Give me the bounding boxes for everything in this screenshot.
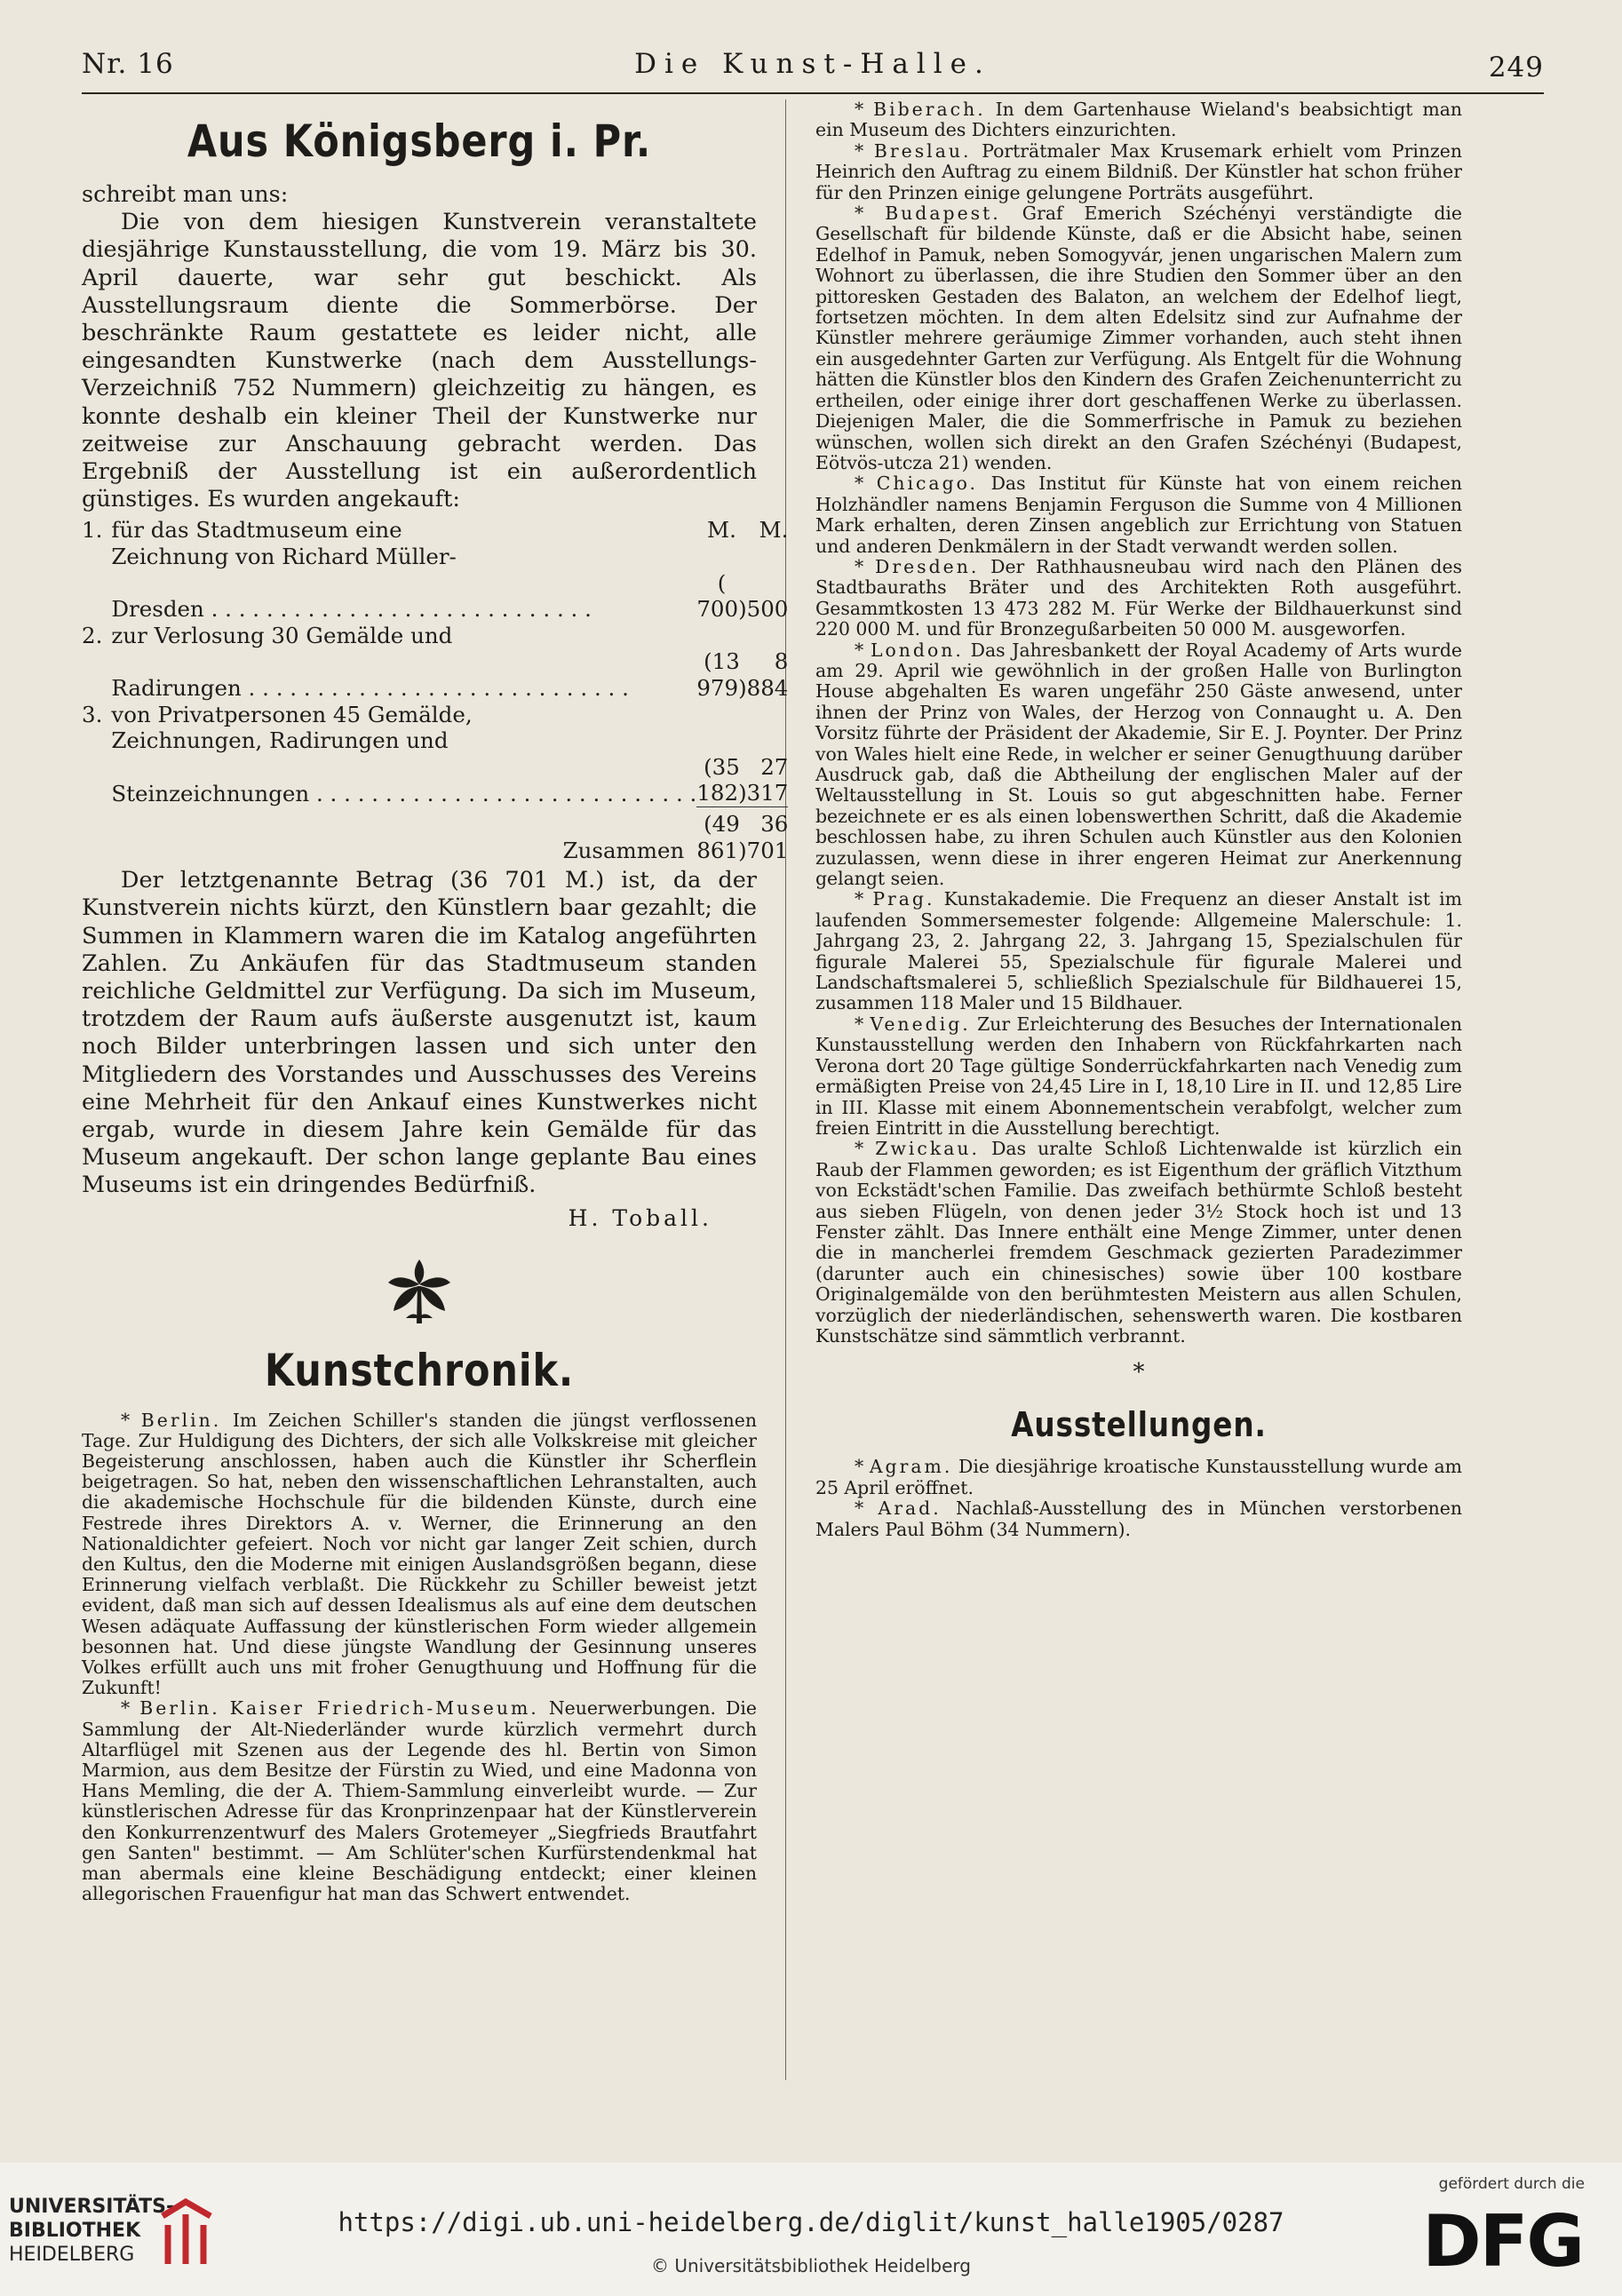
news-museum: Kaiser Friedrich-Museum. bbox=[229, 1697, 539, 1720]
funding-note: gefördert durch die bbox=[1438, 2175, 1585, 2193]
permalink-url[interactable]: https://digi.ub.uni-heidelberg.de/diglit/kunst_halle1905/0287 bbox=[338, 2207, 1284, 2237]
section-heading-ausstellungen: Ausstellungen. bbox=[1011, 1405, 1267, 1445]
news-city: Agram. bbox=[869, 1456, 953, 1478]
news-item: * Biberach. In dem Gartenhause Wieland's beabsichtigt man ein Museum des Dichters einzurichten. bbox=[815, 99, 1462, 141]
row-text: Dresden bbox=[111, 596, 204, 623]
journal-title: Die Kunst-Halle. bbox=[634, 48, 991, 80]
paid-value: 500 bbox=[746, 596, 789, 623]
news-text: Kunstakademie. Die Frequenz an dieser Anstalt ist im laufenden Sommersemester folgende: Allgemeine Malerschule: 1. Jahrgang 23, 2. Jahrgang 22, 3. Jahrgang 15, Spezialschulen für figurale Malerei 55, Spezialschule für figurale Malerei und Landschaftsmalerei 5, schließlich Spezialschule für Bildhauerei 15, zusammen 118 Maler und 15 Bildhauer. bbox=[815, 888, 1462, 1014]
article-paragraph: Der letztgenannte Betrag (36 701 M.) ist, da der Kunstverein nichts kürzt, den Künstlern baar gezahlt; die Summen in Klammern waren die im Katalog angeführten Zahlen. Zu Ankäufen für das Stadtmuseum standen reichliche Geldmittel zur Verfügung. Da sich im Museum, trotzdem der Raum aufs äußerste ausgenutzt ist, kaum noch Bilder unterbringen lassen und sich unter den Mitgliedern des Vorstandes und Ausschusses des Vereins eine Mehrheit für den Ankauf eines Kunstwerkes nicht ergab, wurde in diesem Jahre kein Gemälde für das Museum angekauft. Der schon lange geplante Bau eines Museums ist ein dringendes Bedürfniß. bbox=[82, 867, 757, 1199]
news-city: London. bbox=[870, 639, 964, 661]
copyright-notice: © Universitätsbibliothek Heidelberg bbox=[650, 2255, 971, 2276]
row-number: 2. bbox=[82, 622, 103, 648]
news-item: * Berlin. Im Zeichen Schiller's standen die jüngst verflossenen Tage. Zur Huldigung des Dichters, der sich alle Volkskreise mit gleicher Begeisterung anschlossen, haben auch die Künstler ihr Scherflein beigetragen. So hat, neben den wissenschaftlichen Lehranstalten, auch die akademische Hochschule für die bildenden Künste, durch eine Festrede ihres Direktors A. v. Werner, die Erinnerung an den Nationaldichter gefeiert. Noch vor nicht gar langer Zeit schien, durch den Kultus, den die Moderne mit einigen Auslandsgrößen begann, diese Erinnerung vielfach verblaßt. Die Rückkehr zu Schiller beweist jetzt evident, daß man sich auf dessen Idealismus als auf eine dem deutschen Wesen adäquate Auffassung der künstlerischen Form wieder allgemein besonnen hat. Und diese jüngste Wandlung der Gesinnung unseres Volkes erfüllt auch uns mit froher Genugthuung und Hoffnung für die Zukunft! bbox=[82, 1409, 758, 1699]
column-head: M. bbox=[759, 517, 789, 544]
purchase-row: Radirungen . . . . . . . . . . . . . . . . . . . . . . . . . . . . (13 979) 8 884 bbox=[111, 648, 789, 701]
row-text: Zeichnung von Richard Müller- bbox=[111, 544, 457, 570]
news-text: In dem Gartenhause Wieland's beabsichtigt man ein Museum des Dichters einzurichten. bbox=[815, 99, 1462, 141]
news-item: * Agram. Die diesjährige kroatische Kunstausstellung wurde am 25 April eröffnet. bbox=[815, 1456, 1462, 1498]
news-city: Budapest. bbox=[885, 203, 1001, 225]
purchase-row: Steinzeichnungen . . . . . . . . . . . . . . . . . . . . . . . . . . . . (35 182) 27 317 bbox=[111, 753, 789, 806]
row-text: Radirungen bbox=[111, 675, 242, 701]
issue-number: Nr. 16 bbox=[82, 48, 174, 80]
left-column bbox=[82, 99, 789, 1905]
news-text: Im Zeichen Schiller's standen die jüngst verflossenen Tage. Zur Huldigung des Dichters, der sich alle Volkskreise mit gleicher Begeisterung anschlossen, haben auch die Künstler ihr Scherflein beigetragen. So hat, neben den wissenschaftlichen Lehranstalten, auch die akademische Hochschule für die bildenden Künste, durch eine Festrede ihres Direktors A. v. Werner, die Erinnerung an den Nationaldichter gefeiert. Noch vor nicht gar langer Zeit schien, durch den Kultus, den die Moderne mit einigen Auslandsgrößen begann, diese Erinnerung vielfach verblaßt. Die Rückkehr zu Schiller beweist jetzt evident, daß man sich auf dessen Idealismus als auf eine dem deutschen Wesen adäquate Auffassung der künstlerischen Form wieder allgemein besonnen hat. Und diese jüngste Wandlung der Gesinnung unseres Volkes erfüllt auch uns mit froher Genugthuung und Hoffnung für die Zukunft! bbox=[82, 1409, 758, 1699]
news-item: * Prag. Kunstakademie. Die Frequenz an dieser Anstalt ist im laufenden Sommersemester folgende: Allgemeine Malerschule: 1. Jahrgang 23, 2. Jahrgang 22, 3. Jahrgang 15, Spezialschulen für figurale Malerei 55, Spezialschule für figurale Malerei und Landschaftsmalerei 5, schließlich Spezialschule für Bildhauerei 15, zusammen 118 Maler und 15 Bildhauer. bbox=[815, 888, 1462, 1014]
paid-value: 27 317 bbox=[746, 753, 789, 806]
purchase-row bbox=[82, 727, 788, 754]
row-text: für das Stadtmuseum eine bbox=[111, 517, 402, 544]
news-item: * London. Das Jahresbankett der Royal Academy of Arts wurde am 29. April wie gewöhnlich in der großen Halle von Burlington House abgehalten Es waren ungefähr 250 Gäste anwesend, unter ihnen der Prinz von Wales, der Herzog von Connaught u. A. Den Vorsitz führte der Präsident der Akademie, Sir E. J. Poynter. Der Prinz von Wales hielt eine Rede, in welcher er seiner Genugthuung darüber Ausdruck gab, daß die Abtheilung der englischen Maler auf der Weltausstellung in St. Louis so gut abgeschnitten habe. Ferner bezeichnete er es als einen lobenswerthen Schritt, daß die Akademie beschlossen habe, zu ihren Schulen auch Künstler aus den Kolonien zuzulassen, wenn diese in ihrer engeren Heimat zur Anerkennung gelangt seien. bbox=[815, 639, 1462, 890]
news-text: Das Jahresbankett der Royal Academy of Arts wurde am 29. April wie gewöhnlich in der großen Halle von Burlington House abgehalten Es waren ungefähr 250 Gäste anwesend, unter ihnen der Prinz von Wales, der Herzog von Connaught u. A. Den Vorsitz führte der Präsident der Akademie, Sir E. J. Poynter. Der Prinz von Wales hielt eine Rede, in welcher er seiner Genugthuung darüber Ausdruck gab, daß die Abtheilung der englischen Maler auf der Weltausstellung in St. Louis so gut abgeschnitten habe. Ferner bezeichnete er es als einen lobenswerthen Schritt, daß die Akademie beschlossen habe, zu ihren Schulen auch Künstler aus den Kolonien zuzulassen, wenn diese in ihrer engeren Heimat zur Anerkennung gelangt seien. bbox=[815, 639, 1462, 890]
news-text: Der Rathhausneubau wird nach den Plänen des Stadtbauraths Bräter und des Architekten Roth ausgeführt. Gesammtkosten 13 473 282 M. Für Werke der Bildhauerkunst sind 220 000 M. und für Bronzegußarbeiten 50 000 M. ausgeworfen. bbox=[815, 555, 1462, 640]
column-divider bbox=[785, 99, 786, 2080]
purchase-row bbox=[82, 517, 788, 544]
purchase-total-row bbox=[82, 806, 788, 863]
section-heading-koenigsberg: Aus Königsberg i. Pr. bbox=[187, 115, 652, 167]
news-item: * Zwickau. Das uralte Schloß Lichtenwalde ist kürzlich ein Raub der Flammen geworden; es ist Eigenthum der gräflich Vitzthum von Eckstädt'schen Familie. Das zweifach bethürmte Schloß besteht aus sieben Flügeln, von denen jeder 3½ Stock hoch ist und 13 Fenster zählt. Das Innere enthält eine Menge Zimmer, unter denen die in mancherlei fremdem Geschmack gezierten Paradezimmer (darunter auch ein chinesisches) sowie über 100 kostbare Originalgemälde von den berühmtesten Meistern aus allen Schulen, vorzüglich der niederländischen, sehenswerth waren. Die kostbaren Kunstschätze sind sämmtlich verbrannt. bbox=[815, 1138, 1462, 1347]
news-city: Biberach. bbox=[873, 99, 986, 120]
news-city: Arad. bbox=[878, 1498, 942, 1520]
total-catalog-value: (49 861) bbox=[696, 810, 747, 863]
page-number: 249 bbox=[1488, 52, 1544, 83]
row-number: 1. bbox=[82, 517, 103, 544]
news-text: Porträtmaler Max Krusemark erhielt vom Prinzen Heinrich den Auftrag zu einem Bildniß. Der Künstler hat schon früher für den Prinzen einige gelungene Porträts ausgeführt. bbox=[815, 139, 1462, 203]
news-city: Venedig. bbox=[870, 1013, 971, 1035]
paid-value: 8 884 bbox=[746, 648, 789, 701]
news-item: * Breslau. Porträtmaler Max Krusemark erhielt vom Prinzen Heinrich den Auftrag zu einem Bildniß. Der Künstler hat schon früher für den Prinzen einige gelungene Porträts ausgeführt. bbox=[815, 139, 1462, 203]
header-rule bbox=[82, 92, 1544, 94]
row-number: 3. bbox=[82, 701, 103, 727]
purchase-table bbox=[82, 517, 788, 863]
purchase-row bbox=[82, 544, 788, 570]
running-header bbox=[82, 48, 1544, 92]
right-column bbox=[815, 99, 1462, 1540]
author-signature: H. Toball. bbox=[568, 1204, 712, 1231]
news-item: * Chicago. Das Institut für Künste hat von einem reichen Holzhändler namens Benjamin Ferguson die Summe von 4 Millionen Mark erhalten, deren Zinsen angeblich zur Errichtung von Statuen und anderen Denkmälern in der Stadt verwandt werden sollen. bbox=[815, 473, 1462, 557]
row-text: von Privatpersonen 45 Gemälde, bbox=[111, 701, 473, 727]
catalog-value: (35 182) bbox=[696, 753, 747, 806]
news-item: * Berlin. Kaiser Friedrich-Museum. Neuerwerbungen. Die Sammlung der Alt-Niederländer wurde kürzlich vermehrt durch Altarflügel mit Szenen aus der Legende des hl. Bertin von Simon Marmion, aus dem Besitze der Fürstin zu Wied, und eine Madonna von Hans Memling, die der A. Thiem-Sammlung einverleibt wurde. — Zur künstlerischen Adresse für das Kronprinzenpaar hat der Künstlerverein den Konkurrenzentwurf des Malers Grotemeyer „Siegfrieds Brautfahrt gen Santen" bestimmt. — Am Schlüter'schen Kurfürstendenkmal hat man abermals eine kleine Beschädigung entdeckt; einer kleinen allegorischen Frauenfigur hat man das Schwert entwendet. bbox=[82, 1697, 757, 1905]
news-city: Zwickau. bbox=[875, 1138, 980, 1160]
news-city: Berlin. bbox=[139, 1697, 220, 1720]
news-city: Berlin. bbox=[140, 1409, 222, 1431]
article-paragraph: Die von dem hiesigen Kunstverein veranstaltete diesjährige Kunstausstellung, die vom 19. März bis 30. April dauerte, war sehr gut beschickt. Als Ausstellungsraum diente die Sommerbörse. Der beschränkte Raum gestattete es leider nicht, alle eingesandten Kunstwerke (nach dem Ausstellungs-Verzeichniß 752 Nummern) gleichzeitig zu hängen, es konnte deshalb ein kleiner Theil der Kunstwerke nur zeitweise zur Anschauung gebracht werden. Das Ergebniß der Ausstellung ist ein außerordentlich günstiges. Es wurden angekauft: bbox=[82, 209, 757, 513]
purchase-row: Dresden . . . . . . . . . . . . . . . . . . . . . . . . . . . . ( 700) 500 bbox=[111, 569, 789, 623]
news-text: Neuerwerbungen. Die Sammlung der Alt-Niederländer wurde kürzlich vermehrt durch Altarflügel mit Szenen aus der Legende des hl. Bertin von Simon Marmion, aus dem Besitze der Fürstin zu Wied, und eine Madonna von Hans Memling, die der A. Thiem-Sammlung einverleibt wurde. — Zur künstlerischen Adresse für das Kronprinzenpaar hat der Künstlerverein den Konkurrenzentwurf des Malers Grotemeyer „Siegfrieds Brautfahrt gen Santen" bestimmt. — Am Schlüter'schen Kurfürstendenkmal hat man abermals eine kleine Beschädigung entdeckt; einer kleinen allegorischen Frauenfigur hat man das Schwert entwendet. bbox=[82, 1697, 757, 1905]
news-text: Graf Emerich Széchényi verständigte die Gesellschaft für bildende Künste, daß er die Absicht habe, seinen Edelhof in Pamuk, neben Somogyvár, jenen ungarischen Malern zum Wohnort zu überlassen, die ihre Studien den Sommer über an den pittoresken Gestaden des Balaton, an welchem der Edelhof liegt, fortsetzen möchten. In dem alten Edelsitz sind zur Aufnahme der Künstler mehrere geräumige Zimmer vorhanden, auch steht ihnen ein ausgedehnter Garten zur Verfügung. Als Entgelt für die Wohnung hätten die Künstler blos den Kindern des Grafen Zeichenunterricht zu ertheilen, oder einige ihrer dort geschaffenen Werke zu überlassen. Diejenigen Maler, die die Sommerfrische in Pamuk zu beziehen wünschen, wollen sich direkt an den Grafen Széchényi (Budapest, Eötvös-utcza 21) wenden. bbox=[815, 203, 1462, 473]
dfg-logo: DFG bbox=[1422, 2200, 1583, 2283]
news-text: Die diesjährige kroatische Kunstausstellung wurde am 25 April eröffnet. bbox=[815, 1456, 1462, 1498]
catalog-value: (13 979) bbox=[696, 648, 747, 701]
news-text: Das uralte Schloß Lichtenwalde ist kürzlich ein Raub der Flammen geworden; es ist Eigenthum der gräflich Vitzthum von Eckstädt'schen Familie. Das zweifach bethürmte Schloß besteht aus sieben Flügeln, von denen jeder 3½ Stock hoch ist und 13 Fenster zählt. Das Innere enthält eine Menge Zimmer, unter denen die in mancherlei fremdem Geschmack gezierten Paradezimmer (darunter auch ein chinesisches) sowie über 100 kostbare Originalgemälde von den berühmtesten Meistern aus allen Schulen, vorzüglich der niederländischen, sehenswerth waren. Die kostbaren Kunstschätze sind sämmtlich verbrannt. bbox=[815, 1138, 1462, 1347]
digitization-footer bbox=[0, 2163, 1622, 2296]
floral-ornament-icon bbox=[82, 1249, 757, 1329]
news-text: Das Institut für Künste hat von einem reichen Holzhändler namens Benjamin Ferguson die Summe von 4 Millionen Mark erhalten, deren Zinsen angeblich zur Errichtung von Statuen und anderen Denkmälern in der Stadt verwandt werden sollen. bbox=[815, 473, 1462, 557]
news-city: Dresden. bbox=[874, 555, 980, 577]
news-item: * Dresden. Der Rathhausneubau wird nach den Plänen des Stadtbauraths Bräter und des Architekten Roth ausgeführt. Gesammtkosten 13 473 282 M. Für Werke der Bildhauerkunst sind 220 000 M. und für Bronzegußarbeiten 50 000 M. ausgeworfen. bbox=[815, 555, 1462, 640]
total-paid-value: 36 701 bbox=[746, 810, 789, 863]
news-text: Nachlaß-Ausstellung des in München verstorbenen Malers Paul Böhm (34 Nummern). bbox=[815, 1498, 1462, 1540]
row-text: zur Verlosung 30 Gemälde und bbox=[111, 622, 453, 648]
row-text: Steinzeichnungen bbox=[111, 780, 310, 806]
total-label: Zusammen bbox=[562, 837, 685, 863]
library-name: UNIVERSITÄTS- BIBLIOTHEK HEIDELBERG bbox=[9, 2196, 175, 2266]
section-star-divider: * bbox=[1133, 1359, 1145, 1386]
section-heading-kunstchronik: Kunstchronik. bbox=[264, 1344, 575, 1396]
intro-text: schreibt man uns: bbox=[82, 181, 289, 208]
purchase-row bbox=[82, 702, 788, 728]
purchase-row bbox=[82, 623, 788, 649]
column-head: M. bbox=[707, 517, 736, 544]
catalog-value: ( 700) bbox=[696, 569, 747, 623]
news-city: Chicago. bbox=[876, 473, 979, 495]
row-text: Zeichnungen, Radirungen und bbox=[111, 727, 449, 754]
news-city: Breslau. bbox=[873, 139, 972, 162]
news-item: * Venedig. Zur Erleichterung des Besuches der Internationalen Kunstausstellung werden den Inhabern von Rückfahrkarten nach Verona dort 20 Tage gültige Sonderrückfahrkarten nach Venedig zum ermäßigten Preise von 24,45 Lire in I, 18,10 Lire in II. und 12,85 Lire in III. Klasse mit einem Abonnementschein verabfolgt, welcher zum freien Eintritt in die Ausstellung berechtigt. bbox=[815, 1013, 1462, 1139]
news-item: * Arad. Nachlaß-Ausstellung des in München verstorbenen Malers Paul Böhm (34 Nummern). bbox=[815, 1498, 1462, 1540]
news-text: Zur Erleichterung des Besuches der Internationalen Kunstausstellung werden den Inhabern von Rückfahrkarten nach Verona dort 20 Tage gültige Sonderrückfahrkarten nach Venedig zum ermäßigten Preise von 24,45 Lire in I, 18,10 Lire in II. und 12,85 Lire in III. Klasse mit einem Abonnementschein verabfolgt, welcher zum freien Eintritt in die Ausstellung berechtigt. bbox=[815, 1013, 1462, 1139]
news-city: Prag. bbox=[872, 888, 935, 910]
news-item: * Budapest. Graf Emerich Széchényi verständigte die Gesellschaft für bildende Künste, daß er die Absicht habe, seinen Edelhof in Pamuk, neben Somogyvár, jenen ungarischen Malern zum Wohnort zu überlassen, die ihre Studien den Sommer über an den pittoresken Gestaden des Balaton, an welchem der Edelhof liegt, fortsetzen möchten. In dem alten Edelsitz sind zur Aufnahme der Künstler mehrere geräumige Zimmer vorhanden, auch steht ihnen ein ausgedehnter Garten zur Verfügung. Als Entgelt für die Wohnung hätten die Künstler blos den Kindern des Grafen Zeichenunterricht zu ertheilen, oder einige ihrer dort geschaffenen Werke zu überlassen. Diejenigen Maler, die die Sommerfrische in Pamuk zu beziehen wünschen, wollen sich direkt an den Grafen Széchényi (Budapest, Eötvös-utcza 21) wenden. bbox=[815, 203, 1462, 473]
